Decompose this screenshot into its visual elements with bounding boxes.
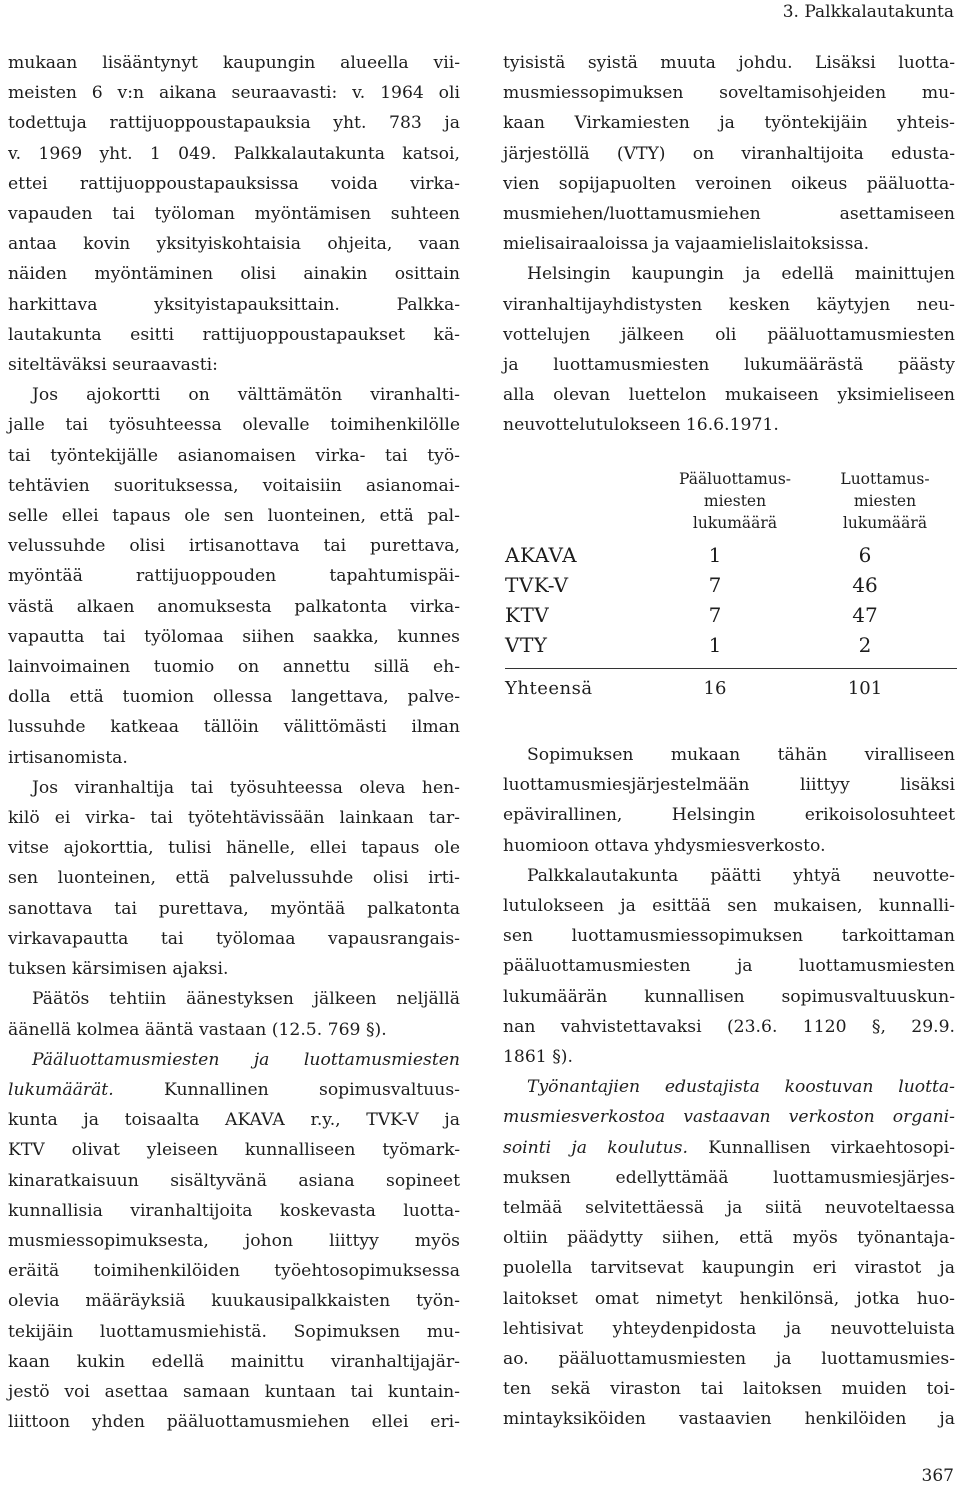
text-line: olevia määräyksiä kuukausipalkkaisten työn-	[8, 1291, 460, 1312]
text-line: lautakunta esitti rattijuoppoustapaukset kä-	[8, 324, 460, 345]
text-line: vitse ajokorttia, tulisi hänelle, ellei tapaus ole	[8, 838, 460, 859]
page-number: 367	[921, 1466, 954, 1486]
text-line: todettuja rattijuoppoustapauksia yht. 783 ja	[8, 113, 460, 134]
text-line: muksen edellyttämää luottamusmiesjärjes-	[503, 1167, 955, 1188]
header-line: lukumäärä	[842, 514, 928, 532]
text-line: äänellä kolmea ääntä vastaan (12.5. 769 §).	[8, 1019, 387, 1040]
text-line: mielisairaaloissa ja vajaamielislaitoksissa.	[503, 234, 870, 255]
text-line: ettei rattijuoppoustapauksissa voida virka-	[8, 173, 460, 194]
header-line: miesten	[853, 492, 917, 510]
text-line: kunnallisia viranhaltijoita koskevasta luotta-	[8, 1200, 460, 1221]
rep-count: 46	[852, 573, 878, 597]
text-line: musmiessopimuksen soveltamisohjeiden mu-	[503, 83, 955, 104]
text-line: sen luottamusmiessopimuksen tarkoittaman	[503, 926, 955, 947]
text-line: Päätös tehtiin äänestyksen jälkeen neljällä	[32, 989, 460, 1010]
running-head: 3. Palkkalautakunta	[782, 2, 954, 22]
organization-name: VTY	[505, 633, 548, 657]
text-line: virkavapautta tai työlomaa vapausrangais-	[8, 928, 460, 949]
table-total-rule	[505, 668, 957, 669]
text-line: antaa kovin yksityiskohtaisia ohjeita, vaan	[8, 234, 460, 255]
chief-count: 1	[708, 633, 722, 657]
text-line: telmää selvitettäessä ja siitä neuvoteltaessa	[503, 1198, 955, 1219]
text-line: epävirallinen, Helsingin erikoisolosuhteet	[503, 805, 955, 826]
text-line: tai työntekijälle asianomaisen virka- tai työ-	[8, 445, 460, 466]
text-line: luottamusmiesjärjestelmään liittyy lisäksi	[503, 775, 955, 796]
text-line: kinaratkaisuun sisältyvänä asiana sopineet	[8, 1170, 460, 1191]
text-line: tehtävien suorituksessa, voitaisiin asianomai-	[8, 475, 460, 496]
chief-count: 7	[708, 603, 722, 627]
left-column	[8, 48, 460, 1437]
text-line: irtisanomista.	[8, 747, 128, 768]
text-line: huomioon ottava yhdysmiesverkosto.	[503, 835, 826, 856]
text-line: ten sekä viraston tai laitoksen muiden toi-	[503, 1379, 955, 1400]
text-line: vien sopijapuolten veroinen oikeus pääluotta-	[503, 173, 955, 194]
text-line: pääluottamusmiesten ja luottamusmiesten	[503, 956, 955, 977]
text-line: kunta ja toisaalta AKAVA r.y., TVK-V ja	[8, 1110, 460, 1131]
text-line: oltiin päädytty siihen, että myös työnantaja-	[503, 1228, 955, 1249]
text-line: velussuhde olisi irtisanottava tai purettava,	[8, 536, 460, 557]
text-line: meisten 6 v:n aikana seuraavasti: v. 1964 oli	[8, 83, 460, 104]
total-label: Yhteensä	[505, 678, 593, 699]
text-line: Helsingin kaupungin ja edellä mainittujen	[527, 264, 955, 285]
text-line: lukumäärän kunnallisen sopimusvaltuuskun-	[503, 986, 955, 1007]
text-line: ao. pääluottamusmiesten ja luottamusmies-	[503, 1349, 955, 1370]
text-line: nan vahvistettavaksi (23.6. 1120 §, 29.9.	[503, 1016, 955, 1037]
text-line: Jos ajokortti on välttämätön viranhalti-	[32, 385, 460, 406]
table-header-representatives	[805, 468, 960, 534]
text-line: tuksen kärsimisen ajaksi.	[8, 959, 229, 980]
chief-count: 7	[708, 573, 722, 597]
text-line: mintayksiköiden vastaavien henkilöiden ja	[503, 1409, 955, 1430]
text-line: v. 1969 yht. 1 049. Palkkalautakunta katsoi,	[8, 143, 460, 164]
text-line: KTV olivat yleiseen kunnalliseen työmark-	[8, 1140, 460, 1161]
text-line: Pääluottamusmiesten ja luottamusmiesten	[32, 1049, 460, 1070]
table-total-row	[505, 674, 955, 704]
text-line: harkittava yksityistapauksittain. Palkka-	[8, 294, 460, 315]
rep-count: 6	[858, 543, 872, 567]
organization-name: TVK-V	[505, 573, 569, 597]
header-line: Pääluottamus-	[678, 470, 792, 488]
text-line: vapauden tai työloman myöntämisen suhteen	[8, 204, 460, 225]
total-chief-count: 16	[703, 678, 727, 699]
text-line: tekijäin luottamusmiehistä. Sopimuksen mu-	[8, 1321, 460, 1342]
text-line: sointi ja koulutus. Kunnallisen virkaehtosopi-	[503, 1137, 955, 1158]
rep-count: 47	[852, 603, 878, 627]
text-line: lussuhde katkeaa tällöin välittömästi ilman	[8, 717, 460, 738]
text-line: puolella tarvitsevat kaupungin eri virastot ja	[503, 1258, 955, 1279]
table-row	[505, 600, 955, 630]
text-line: eräitä toimihenkilöiden työehtosopimuksessa	[8, 1261, 460, 1282]
text-line: musmiessopimuksesta, johon liittyy myös	[8, 1230, 460, 1251]
table-row	[505, 630, 955, 660]
text-line: lehtisivat yhteydenpidosta ja neuvotteluista	[503, 1318, 955, 1339]
text-line: alla olevan luettelon mukaiseen yksimieliseen	[503, 385, 955, 406]
text-line: musmiesverkostoa vastaavan verkoston organi-	[503, 1107, 955, 1128]
text-line: dolla että tuomion ollessa langettava, palve-	[8, 687, 460, 708]
text-line: lukumäärät. Kunnallinen sopimusvaltuus-	[8, 1079, 460, 1100]
right-column-top	[503, 48, 955, 441]
text-line: liittoon yhden pääluottamusmiehen ellei eri-	[8, 1412, 460, 1433]
text-line: Työnantajien edustajista koostuvan luotta-	[527, 1077, 955, 1098]
text-line: västä alkaen anomuksesta palkatonta virka-	[8, 596, 460, 617]
organization-name: AKAVA	[505, 543, 578, 567]
text-line: selle ellei tapaus ole sen luonteinen, että pal-	[8, 506, 460, 527]
text-line: viranhaltijayhdistysten kesken käytyjen neu-	[503, 294, 955, 315]
text-line: jalle tai työsuhteessa olevalle toimihenkilölle	[8, 415, 460, 436]
text-line: kilö ei virka- tai työtehtävissään lainkaan tar-	[8, 808, 460, 829]
text-line: kaan Virkamiesten ja työntekijäin yhteis-	[503, 113, 955, 134]
text-line: 1861 §).	[503, 1047, 573, 1068]
right-column-bottom	[503, 740, 955, 1435]
text-line: siteltäväksi seuraavasti:	[8, 355, 218, 376]
rep-count: 2	[858, 633, 872, 657]
text-line: laitokset omat nimetyt henkilönsä, jotka huo-	[503, 1288, 955, 1309]
organization-name: KTV	[505, 603, 550, 627]
text-line: sen luonteinen, että palvelussuhde olisi irti-	[8, 868, 460, 889]
text-line: kaan kukin edellä mainittu viranhaltijajär-	[8, 1351, 460, 1372]
text-line: Palkkalautakunta päätti yhtyä neuvotte-	[527, 865, 955, 886]
text-line: lutulokseen ja esittää sen mukaisen, kunnalli-	[503, 896, 955, 917]
table-row	[505, 540, 955, 570]
text-line: lainvoimainen tuomio on annettu sillä eh-	[8, 657, 460, 678]
header-line: lukumäärä	[692, 514, 778, 532]
text-line: vottelujen jälkeen oli pääluottamusmiesten	[503, 324, 955, 345]
text-line: järjestöllä (VTY) on viranhaltijoita edusta-	[503, 143, 955, 164]
text-line: vapautta tai työlomaa siihen saakka, kunnes	[8, 626, 460, 647]
header-line: Luottamus-	[840, 470, 930, 488]
table-header-chief-representatives	[645, 468, 825, 534]
text-line: Jos viranhaltija tai työsuhteessa oleva hen-	[32, 777, 460, 798]
text-line: sanottava tai purettava, myöntää palkatonta	[8, 898, 460, 919]
text-line: tyisistä syistä muuta johdu. Lisäksi luotta-	[503, 53, 955, 73]
total-rep-count: 101	[847, 678, 883, 699]
text-line: Sopimuksen mukaan tähän viralliseen	[527, 745, 955, 765]
text-line: neuvottelutulokseen 16.6.1971.	[503, 415, 779, 436]
table-row	[505, 570, 955, 600]
text-line: musmiehen/luottamusmiehen asettamiseen	[503, 204, 955, 225]
text-line: näiden myöntäminen olisi ainakin osittain	[8, 264, 460, 285]
header-line: miesten	[703, 492, 767, 510]
text-line: myöntää rattijuoppouden tapahtumispäi-	[8, 566, 460, 587]
text-line: jestö voi asettaa samaan kuntaan tai kuntain-	[8, 1381, 460, 1402]
text-line: ja luottamusmiesten lukumäärästä päästy	[503, 355, 955, 376]
text-line: mukaan lisääntynyt kaupungin alueella vii-	[8, 53, 460, 73]
chief-count: 1	[708, 543, 722, 567]
